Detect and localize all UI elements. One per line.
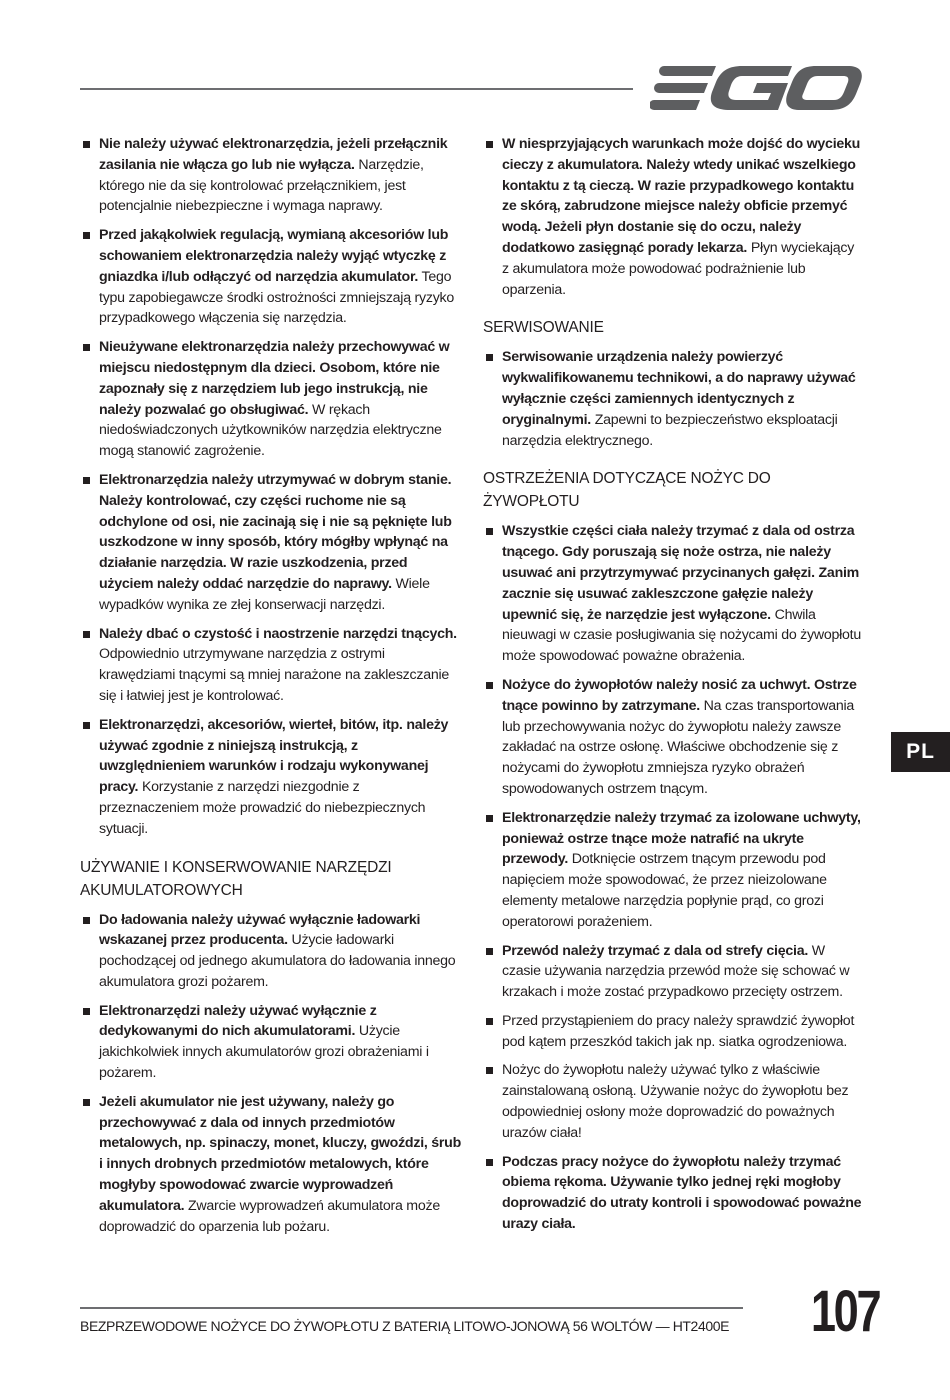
footer-product-title: BEZPRZEWODOWE NOŻYCE DO ŻYWOPŁOTU Z BATERIĄ LITOWO-JONOWĄ 56 WOLTÓW — HT2400E [80, 1318, 730, 1334]
list-item: Przewód należy trzymać z dala od strefy cięcia. W czasie używania narzędzia przewód może się schować w krzakach i może zostać przypadkowo przecięty ostrzem. [483, 941, 863, 1003]
list-item: Elektronarzędzie należy trzymać za izolowane uchwyty, ponieważ ostrze tnące może natrafić na ukryte przewody. Dotknięcie ostrzem tnącym przewodu pod napięciem może spowodować, że przez nieizolowane elementy metalowe narzędzia popłynie prąd, co grozi operatorowi porażeniem. [483, 808, 863, 933]
header-rule [80, 88, 633, 90]
page-number: 107 [810, 1279, 880, 1344]
section-heading-service: SERWISOWANIE [483, 319, 604, 337]
footer-rule [80, 1307, 743, 1309]
safety-list-battery [80, 910, 462, 1238]
right-column [483, 134, 863, 1243]
list-item: Elektronarzędzi należy używać wyłącznie z dedykowanymi do nich akumulatorami. Użycie jakichkolwiek innych akumulatorów grozi obrażeniami i pożarem. [80, 1001, 462, 1084]
safety-list-battery-leak [483, 134, 863, 300]
list-item: Jeżeli akumulator nie jest używany, należy go przechowywać z dala od innych przedmiotów metalowych, np. spinaczy, monet, kluczy, gwoździ, śrub i innych drobnych przedmiotów metalowych, które mogłyby spowodować zwarcie wyprowadzeń akumulatora. Zwarcie wyprowadzeń akumulatora może doprowadzić do oparzenia lub pożaru. [80, 1092, 462, 1238]
safety-list-general [80, 134, 462, 840]
list-item: Elektronarzędzia należy utrzymywać w dobrym stanie. Należy kontrolować, czy części ruchome nie są odchylone od osi, nie zacinają się i nie są pęknięte lub uszkodzone w inny sposób, który mógłby wpłynąć na działanie narzędzia. W razie uszkodzenia, przed użyciem należy oddać narzędzie do naprawy. Wiele wypadków wynika ze złej konserwacji narzędzi. [80, 470, 462, 616]
list-item: Nożyc do żywopłotu należy używać tylko z właściwie zainstalowaną osłoną. Używanie nożyc do żywopłotu bez odpowiedniej osłony może doprowadzić do poważnych urazów ciała! [483, 1060, 863, 1143]
list-item: Elektronarzędzi, akcesoriów, wierteł, bitów, itp. należy używać zgodnie z niniejszą instrukcją, z uwzględnieniem warunków i rodzaju wykonywanej pracy. Korzystanie z narzędzi niezgodnie z przeznaczeniem może prowadzić do niebezpiecznych sytuacji. [80, 715, 462, 840]
list-item: Nie należy używać elektronarzędzia, jeżeli przełącznik zasilania nie włącza go lub nie wyłącza. Narzędzie, którego nie da się kontrolować przełącznikiem, jest potencjalnie niebezpieczne i wymaga naprawy. [80, 134, 462, 217]
list-item: Nieużywane elektronarzędzia należy przechowywać w miejscu niedostępnym dla dzieci. Osobom, które nie zapoznały się z narzędziem lub jego instrukcją, nie należy pozwalać go obsługiwać. W rękach niedoświadczonych użytkowników narzędzia elektryczne mogą stanowić zagrożenie. [80, 337, 462, 462]
ego-logo [650, 64, 862, 112]
safety-list-hedge-trimmer [483, 521, 863, 1235]
left-column [80, 134, 462, 1245]
list-item: Należy dbać o czystość i naostrzenie narzędzi tnących. Odpowiednio utrzymywane narzędzia z ostrymi krawędziami tnącymi są mniej narażone na zakleszczanie się i łatwiej jest je kontrolować. [80, 624, 462, 707]
section-heading-battery-tools: UŻYWANIE I KONSERWOWANIE NARZĘDZI AKUMULATOROWYCH [80, 858, 392, 899]
list-item: W niesprzyjających warunkach może dojść do wycieku cieczy z akumulatora. Należy wtedy unikać wszelkiego kontaktu z tą cieczą. W razie przypadkowego kontaktu ze skórą, zabrudzone miejsce należy obficie przemyć wodą. Jeżeli płyn dostanie się do oczu, należy dodatkowo zasięgnąć porady lekarza. Płyn wyciekający z akumulatora może powodować podrażnienie lub oparzenia. [483, 134, 863, 300]
list-item: Przed jakąkolwiek regulacją, wymianą akcesoriów lub schowaniem elektronarzędzia należy wyjąć wtyczkę z gniazdka i/lub odłączyć od narzędzia akumulator. Tego typu zapobiegawcze środki ostrożności zmniejszają ryzyko przypadkowego włączenia się narzędzia. [80, 225, 462, 329]
list-item: Przed przystąpieniem do pracy należy sprawdzić żywopłot pod kątem przeszkód takich jak np. siatka ogrodzeniowa. [483, 1011, 863, 1053]
safety-list-service [483, 347, 863, 451]
list-item: Serwisowanie urządzenia należy powierzyć wykwalifikowanemu technikowi, a do naprawy używać wyłącznie części zamiennych identycznych z oryginalnymi. Zapewni to bezpieczeństwo eksploatacji narzędzia elektrycznego. [483, 347, 863, 451]
list-item: Do ładowania należy używać wyłącznie ładowarki wskazanej przez producenta. Użycie ładowarki pochodzącej od jednego akumulatora do ładowania innego akumulatora grozi pożarem. [80, 910, 462, 993]
section-heading-hedge-trimmer: OSTRZEŻENIA DOTYCZĄCE NOŻYC DO ŻYWOPŁOTU [483, 470, 771, 511]
language-tab-label: PL [906, 740, 935, 763]
list-item: Wszystkie części ciała należy trzymać z dala od ostrza tnącego. Gdy poruszają się noże ostrza, nie należy usuwać ani przytrzymywać przycinanych gałęzi. Zanim zacznie się usuwać zakleszczone gałęzie należy upewnić się, że narzędzie jest wyłączone. Chwila nieuwagi w czasie posługiwania się nożycami do żywopłotu może spowodować poważne obrażenia. [483, 521, 863, 667]
language-tab [891, 732, 950, 772]
list-item: Nożyce do żywopłotów należy nosić za uchwyt. Ostrze tnące powinno by zatrzymane. Na czas transportowania lub przechowywania nożyc do żywopłotu należy zawsze zakładać na ostrze osłonę. Właściwe obchodzenie się z nożycami do żywopłotu zmniejsza ryzyko obrażeń spowodowanych ostrzem tnącym. [483, 675, 863, 800]
list-item: Podczas pracy nożyce do żywopłotu należy trzymać obiema rękoma. Używanie tylko jednej ręki mogłoby doprowadzić do utraty kontroli i spowodować poważne urazy ciała. [483, 1152, 863, 1235]
